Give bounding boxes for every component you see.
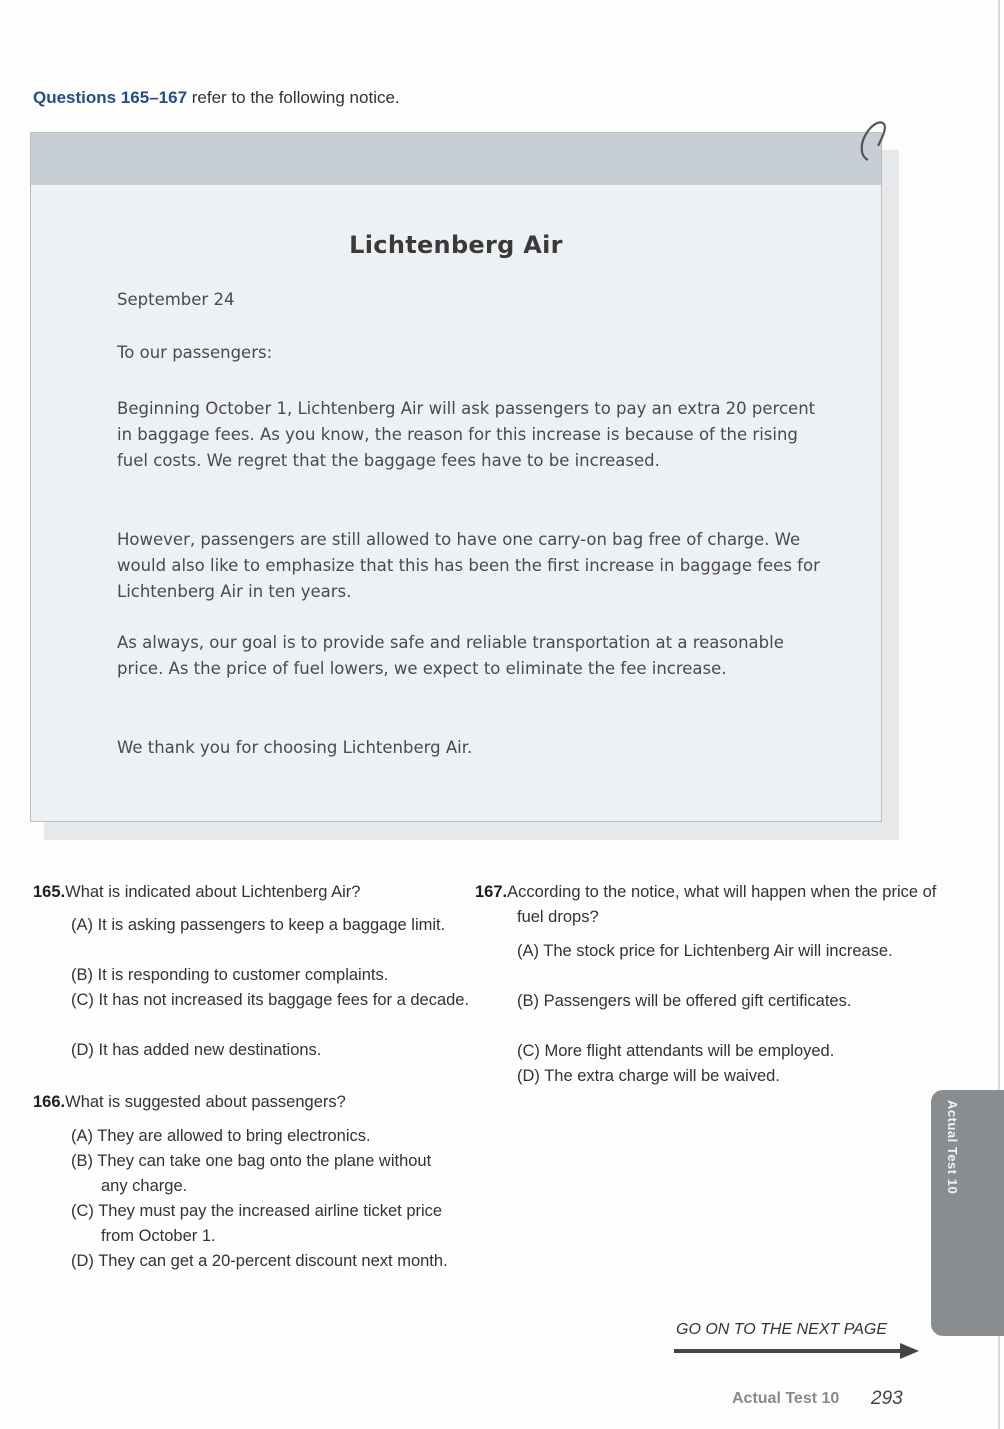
notice-date: September 24 [117,290,235,309]
question-text: What is indicated about Lichtenberg Air? [65,883,361,901]
notice-paragraph: However, passengers are still allowed to have one carry-on bag free of charge. We would also like to emphasize that this has been the first increase in baggage fees for Lichtenberg Air in ten years. [117,530,820,601]
question-165 [33,880,470,1080]
question-text: What is suggested about passengers? [65,1093,346,1111]
questions-intro [33,88,400,108]
question-stem [33,880,360,905]
intro-text: refer to the following notice. [187,88,400,107]
question-number: 166. [33,1093,66,1111]
answer-option[interactable]: (C) They must pay the increased airline ticket price from October 1. [71,1202,443,1245]
answer-option[interactable]: (B) Passengers will be offered gift certificates. [517,992,852,1010]
question-stem [475,880,937,930]
notice-salutation: To our passengers: [117,343,273,362]
notice-shadow-right [882,150,899,840]
answer-option[interactable]: (B) It is responding to customer complaints. [71,966,389,984]
question-167 [475,880,937,1100]
paper-clip-icon [856,116,892,166]
answer-option[interactable]: (A) The stock price for Lichtenberg Air will increase. [517,942,893,960]
question-number: 167. [475,883,508,901]
side-tab-label: Actual Test 10 [945,1100,960,1195]
question-166 [33,1090,463,1310]
answer-option[interactable]: (C) More flight attendants will be employed. [517,1042,835,1060]
answer-option[interactable]: (D) They can get a 20-percent discount next month. [71,1252,448,1270]
notice-paragraph: As always, our goal is to provide safe and reliable transportation at a reasonable price. As the price of fuel lowers, we expect to eliminate the fee increase. [117,633,784,678]
answer-option[interactable]: (B) They can take one bag onto the plane without any charge. [71,1152,432,1195]
footer-test-label: Actual Test 10 [732,1390,840,1407]
answer-option[interactable]: (C) It has not increased its baggage fees for a decade. [71,991,470,1009]
question-text: According to the notice, what will happen when the price of fuel drops? [507,883,937,926]
notice-box [30,132,882,822]
question-stem [33,1090,346,1115]
notice-closing: We thank you for choosing Lichtenberg Air. [117,738,473,757]
answer-option[interactable]: (A) They are allowed to bring electronics. [71,1127,371,1145]
question-number: 165. [33,883,66,901]
next-page-prompt[interactable]: GO ON TO THE NEXT PAGE [676,1321,887,1338]
arrow-right-icon [674,1342,919,1360]
answer-option[interactable]: (D) It has added new destinations. [71,1041,322,1059]
notice-shadow-bottom [44,822,899,840]
answer-option[interactable]: (D) The extra charge will be waived. [517,1067,780,1085]
question-range: Questions 165–167 [33,88,188,107]
notice-header-band [31,133,881,185]
page-number: 293 [871,1388,903,1409]
answer-option[interactable]: (A) It is asking passengers to keep a baggage limit. [71,916,446,934]
notice-paragraph: Beginning October 1, Lichtenberg Air will ask passengers to pay an extra 20 percent in baggage fees. As you know, the reason for this increase is because of the rising fuel costs. We regret that the baggage fees have to be increased. [117,399,816,470]
notice-title: Lichtenberg Air [349,231,563,259]
